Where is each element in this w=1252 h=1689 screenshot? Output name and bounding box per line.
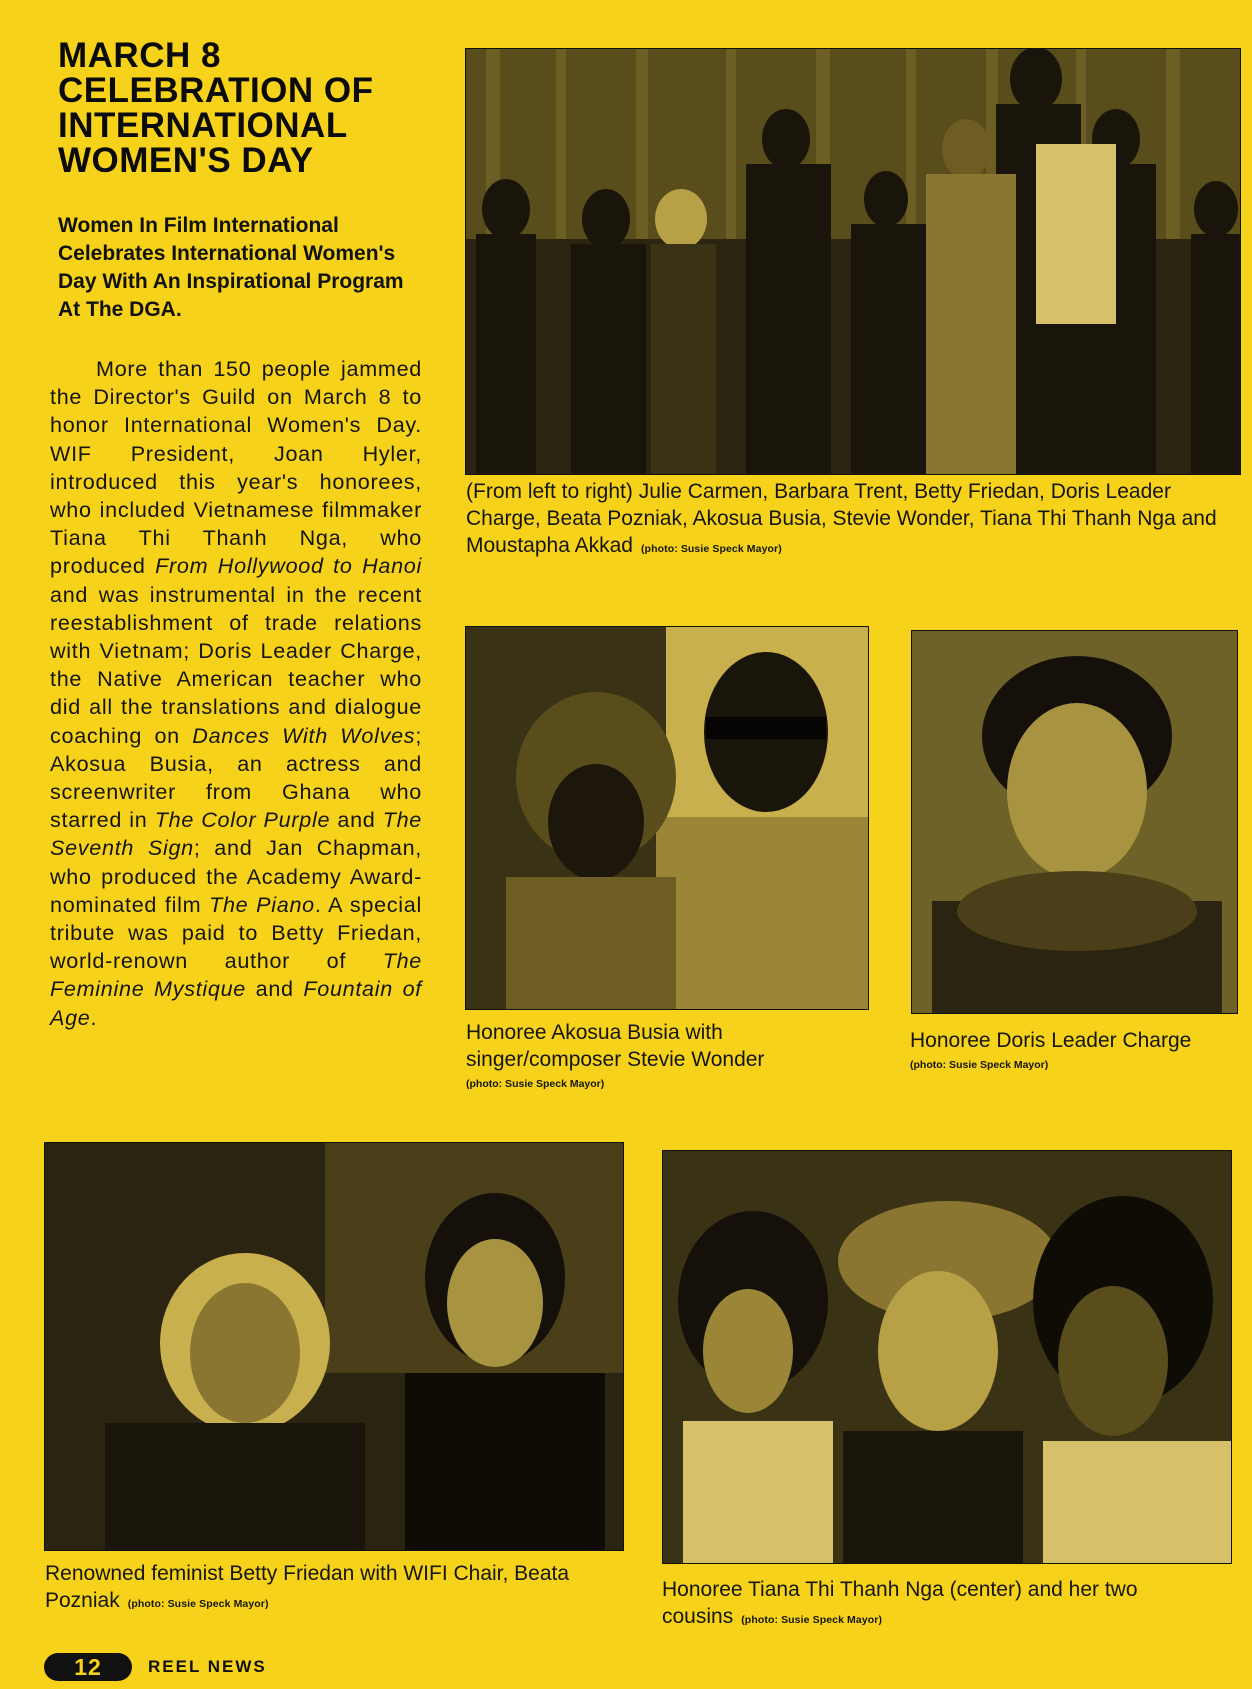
- body-text: More than 150 people jammed the Director's Guild on March 8 to honor International Women's Day. WIF President, Joan Hyler, introduced this year's honorees, who included Vietnamese filmmaker Tiana Thi Thanh Nga, who produced: [50, 356, 422, 579]
- doris-leader-charge-caption: [910, 1027, 1240, 1074]
- body-text: . A special tribute was paid to Betty Friedan, world-renown author of: [50, 891, 422, 974]
- group-photo-caption: [466, 478, 1226, 563]
- page-footer: [44, 1652, 267, 1682]
- film-title: From Hollywood to Hanoi: [155, 553, 422, 579]
- article-body: [50, 355, 422, 1032]
- page-number: 12: [44, 1653, 132, 1681]
- article-deck: Women In Film International Celebrates International Women's Day With An Inspirational Program At The DGA.: [58, 214, 404, 321]
- body-text: and was instrumental in the recent reestablishment of trade relations with Vietnam; Doris Leader Charge, the Native American teacher who did all the translations and dialogue coaching on: [50, 581, 422, 748]
- article-headline: MARCH 8 CELEBRATION OF INTERNATIONAL WOMEN'S DAY: [58, 36, 374, 180]
- film-title: The Seventh Sign: [50, 807, 422, 861]
- photo-credit: (photo: Susie Speck Mayor): [741, 1614, 883, 1626]
- friedan-pozniak-photo: [44, 1142, 624, 1551]
- caption-text: Renowned feminist Betty Friedan with WIFI Chair, Beata Pozniak: [45, 1562, 570, 1612]
- photo-credit: (photo: Susie Speck Mayor): [127, 1598, 269, 1610]
- caption-text: Honoree Akosua Busia with singer/composer Stevie Wonder: [466, 1021, 765, 1071]
- body-text: .: [90, 1004, 98, 1030]
- film-title: Dances With Wolves: [192, 722, 416, 748]
- body-text: ; and Jan Chapman, who produced the Academy Award-nominated film: [50, 835, 422, 917]
- friedan-pozniak-caption: [45, 1560, 615, 1618]
- book-title: Fountain of Age: [50, 976, 422, 1030]
- group-photo: [465, 48, 1241, 475]
- caption-text: Honoree Doris Leader Charge: [910, 1029, 1192, 1052]
- film-title: The Piano: [209, 891, 315, 917]
- publication-name: REEL NEWS: [148, 1657, 267, 1676]
- busia-wonder-caption: [466, 1019, 866, 1093]
- photo-credit: (photo: Susie Speck Mayor): [466, 1078, 605, 1090]
- nga-cousins-caption: [662, 1576, 1222, 1634]
- photo-credit: (photo: Susie Speck Mayor): [640, 543, 782, 555]
- busia-wonder-photo: [465, 626, 869, 1010]
- nga-cousins-photo: [662, 1150, 1232, 1564]
- caption-text: (From left to right) Julie Carmen, Barbara Trent, Betty Friedan, Doris Leader Charge, Beata Pozniak, Akosua Busia, Stevie Wonder, Tiana Thi Thanh Nga and Moustapha Akkad: [466, 480, 1217, 557]
- photo-credit: (photo: Susie Speck Mayor): [910, 1059, 1049, 1071]
- body-text: and: [246, 976, 304, 1002]
- doris-leader-charge-photo: [911, 630, 1238, 1014]
- book-title: The Feminine Mystique: [50, 948, 422, 1002]
- film-title: The Color Purple: [154, 807, 331, 833]
- caption-text: Honoree Tiana Thi Thanh Nga (center) and her two cousins: [662, 1578, 1138, 1628]
- body-text: ; Akosua Busia, an actress and screenwriter from Ghana who starred in: [50, 722, 423, 833]
- body-text: and: [330, 807, 383, 833]
